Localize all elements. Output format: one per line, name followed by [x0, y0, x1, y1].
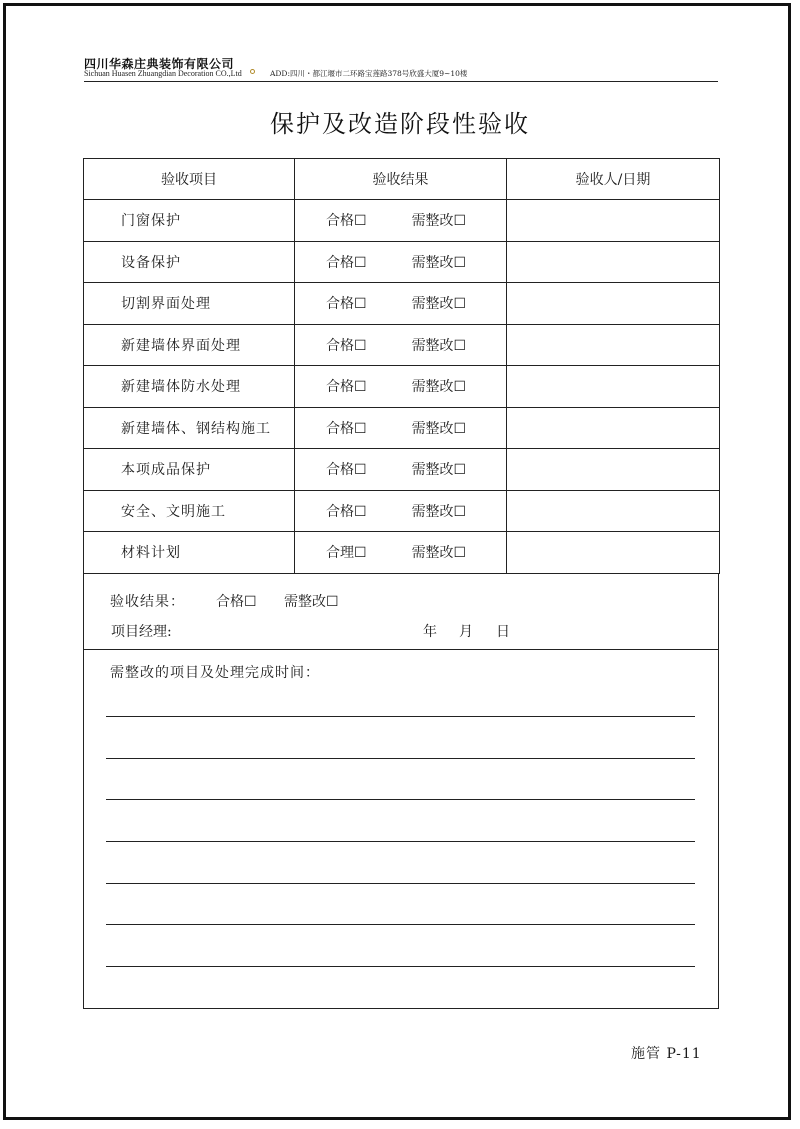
- inspector-date-cell[interactable]: [507, 490, 720, 532]
- pass-checkbox[interactable]: 合格☐: [326, 213, 367, 230]
- header-inspector-date: 验收人/日期: [507, 159, 720, 200]
- rectify-checkbox[interactable]: 需整改☐: [411, 254, 467, 271]
- pass-checkbox[interactable]: 合理☐: [326, 545, 367, 562]
- inspection-item: 新建墙体、钢结构施工: [84, 407, 295, 449]
- inspector-date-cell[interactable]: [507, 241, 720, 283]
- pass-checkbox[interactable]: 合格☐: [326, 503, 367, 520]
- result-cell: [295, 532, 507, 574]
- rectify-checkbox[interactable]: 需整改☐: [411, 213, 467, 230]
- form-code: 施管 P-11: [631, 1046, 702, 1062]
- inspection-item: 新建墙体界面处理: [84, 324, 295, 366]
- writing-line[interactable]: [106, 966, 695, 967]
- writing-line[interactable]: [106, 758, 695, 759]
- inspector-date-cell[interactable]: [507, 449, 720, 491]
- rectify-checkbox[interactable]: 需整改☐: [411, 545, 467, 562]
- table-row: [84, 200, 720, 242]
- result-cell: [295, 407, 507, 449]
- rectify-checkbox[interactable]: 需整改☐: [411, 379, 467, 396]
- header-result: 验收结果: [295, 159, 507, 200]
- project-manager-label: 项目经理:: [111, 624, 172, 640]
- table-row: [84, 366, 720, 408]
- header-item: 验收项目: [84, 159, 295, 200]
- result-cell: [295, 490, 507, 532]
- table-row: [84, 324, 720, 366]
- pass-checkbox[interactable]: 合格☐: [326, 462, 367, 479]
- pass-checkbox[interactable]: 合格☐: [326, 420, 367, 437]
- result-cell: [295, 200, 507, 242]
- inspector-date-cell[interactable]: [507, 407, 720, 449]
- pass-checkbox[interactable]: 合格☐: [326, 379, 367, 396]
- form-title: 保护及改造阶段性验收: [270, 110, 530, 138]
- inspection-item: 安全、文明施工: [84, 490, 295, 532]
- inspector-date-cell[interactable]: [507, 283, 720, 325]
- table-row: [84, 241, 720, 283]
- rectify-checkbox[interactable]: 需整改☐: [411, 462, 467, 479]
- result-cell: [295, 241, 507, 283]
- inspection-item: 材料计划: [84, 532, 295, 574]
- company-name: 四川华森庄典装饰有限公司: [84, 57, 235, 71]
- inspector-date-cell[interactable]: [507, 324, 720, 366]
- address-bullet-icon: [250, 69, 255, 74]
- pass-checkbox[interactable]: 合格☐: [326, 296, 367, 313]
- inspection-item: 本项成品保护: [84, 449, 295, 491]
- inspection-item: 切割界面处理: [84, 283, 295, 325]
- remarks-section: [83, 650, 719, 1009]
- table-row: [84, 283, 720, 325]
- inspection-table: [83, 158, 720, 574]
- inspector-date-cell[interactable]: [507, 532, 720, 574]
- date-day-label: 日: [496, 624, 510, 640]
- writing-line[interactable]: [106, 799, 695, 800]
- rectify-checkbox[interactable]: 需整改☐: [411, 503, 467, 520]
- writing-line[interactable]: [106, 924, 695, 925]
- writing-line[interactable]: [106, 883, 695, 884]
- result-rectify-checkbox[interactable]: 需整改☐: [284, 594, 339, 610]
- inspection-result-section: [83, 573, 719, 650]
- result-cell: [295, 283, 507, 325]
- header-divider: [84, 81, 718, 82]
- result-cell: [295, 449, 507, 491]
- pass-checkbox[interactable]: 合格☐: [326, 254, 367, 271]
- table-row: [84, 407, 720, 449]
- pass-checkbox[interactable]: 合格☐: [326, 337, 367, 354]
- result-pass-checkbox[interactable]: 合格☐: [216, 594, 257, 610]
- inspection-item: 设备保护: [84, 241, 295, 283]
- writing-line[interactable]: [106, 841, 695, 842]
- writing-line[interactable]: [106, 716, 695, 717]
- inspection-item: 门窗保护: [84, 200, 295, 242]
- table-row: [84, 490, 720, 532]
- remarks-label: 需整改的项目及处理完成时间：: [110, 665, 320, 681]
- table-row: [84, 532, 720, 574]
- result-cell: [295, 366, 507, 408]
- inspection-item: 新建墙体防水处理: [84, 366, 295, 408]
- result-cell: [295, 324, 507, 366]
- rectify-checkbox[interactable]: 需整改☐: [411, 337, 467, 354]
- date-year-label: 年: [423, 624, 437, 640]
- inspector-date-cell[interactable]: [507, 366, 720, 408]
- table-header-row: [84, 159, 720, 200]
- date-month-label: 月: [459, 624, 473, 640]
- rectify-checkbox[interactable]: 需整改☐: [411, 296, 467, 313]
- company-address: ADD:四川・都江堰市二环路宝莲路378号欣盛大厦9~10楼: [270, 69, 468, 78]
- inspector-date-cell[interactable]: [507, 200, 720, 242]
- rectify-checkbox[interactable]: 需整改☐: [411, 420, 467, 437]
- table-row: [84, 449, 720, 491]
- result-label: 验收结果：: [110, 594, 185, 610]
- company-name-english: Sichuan Huasen Zhuangdian Decoration CO.,Ltd: [84, 69, 242, 78]
